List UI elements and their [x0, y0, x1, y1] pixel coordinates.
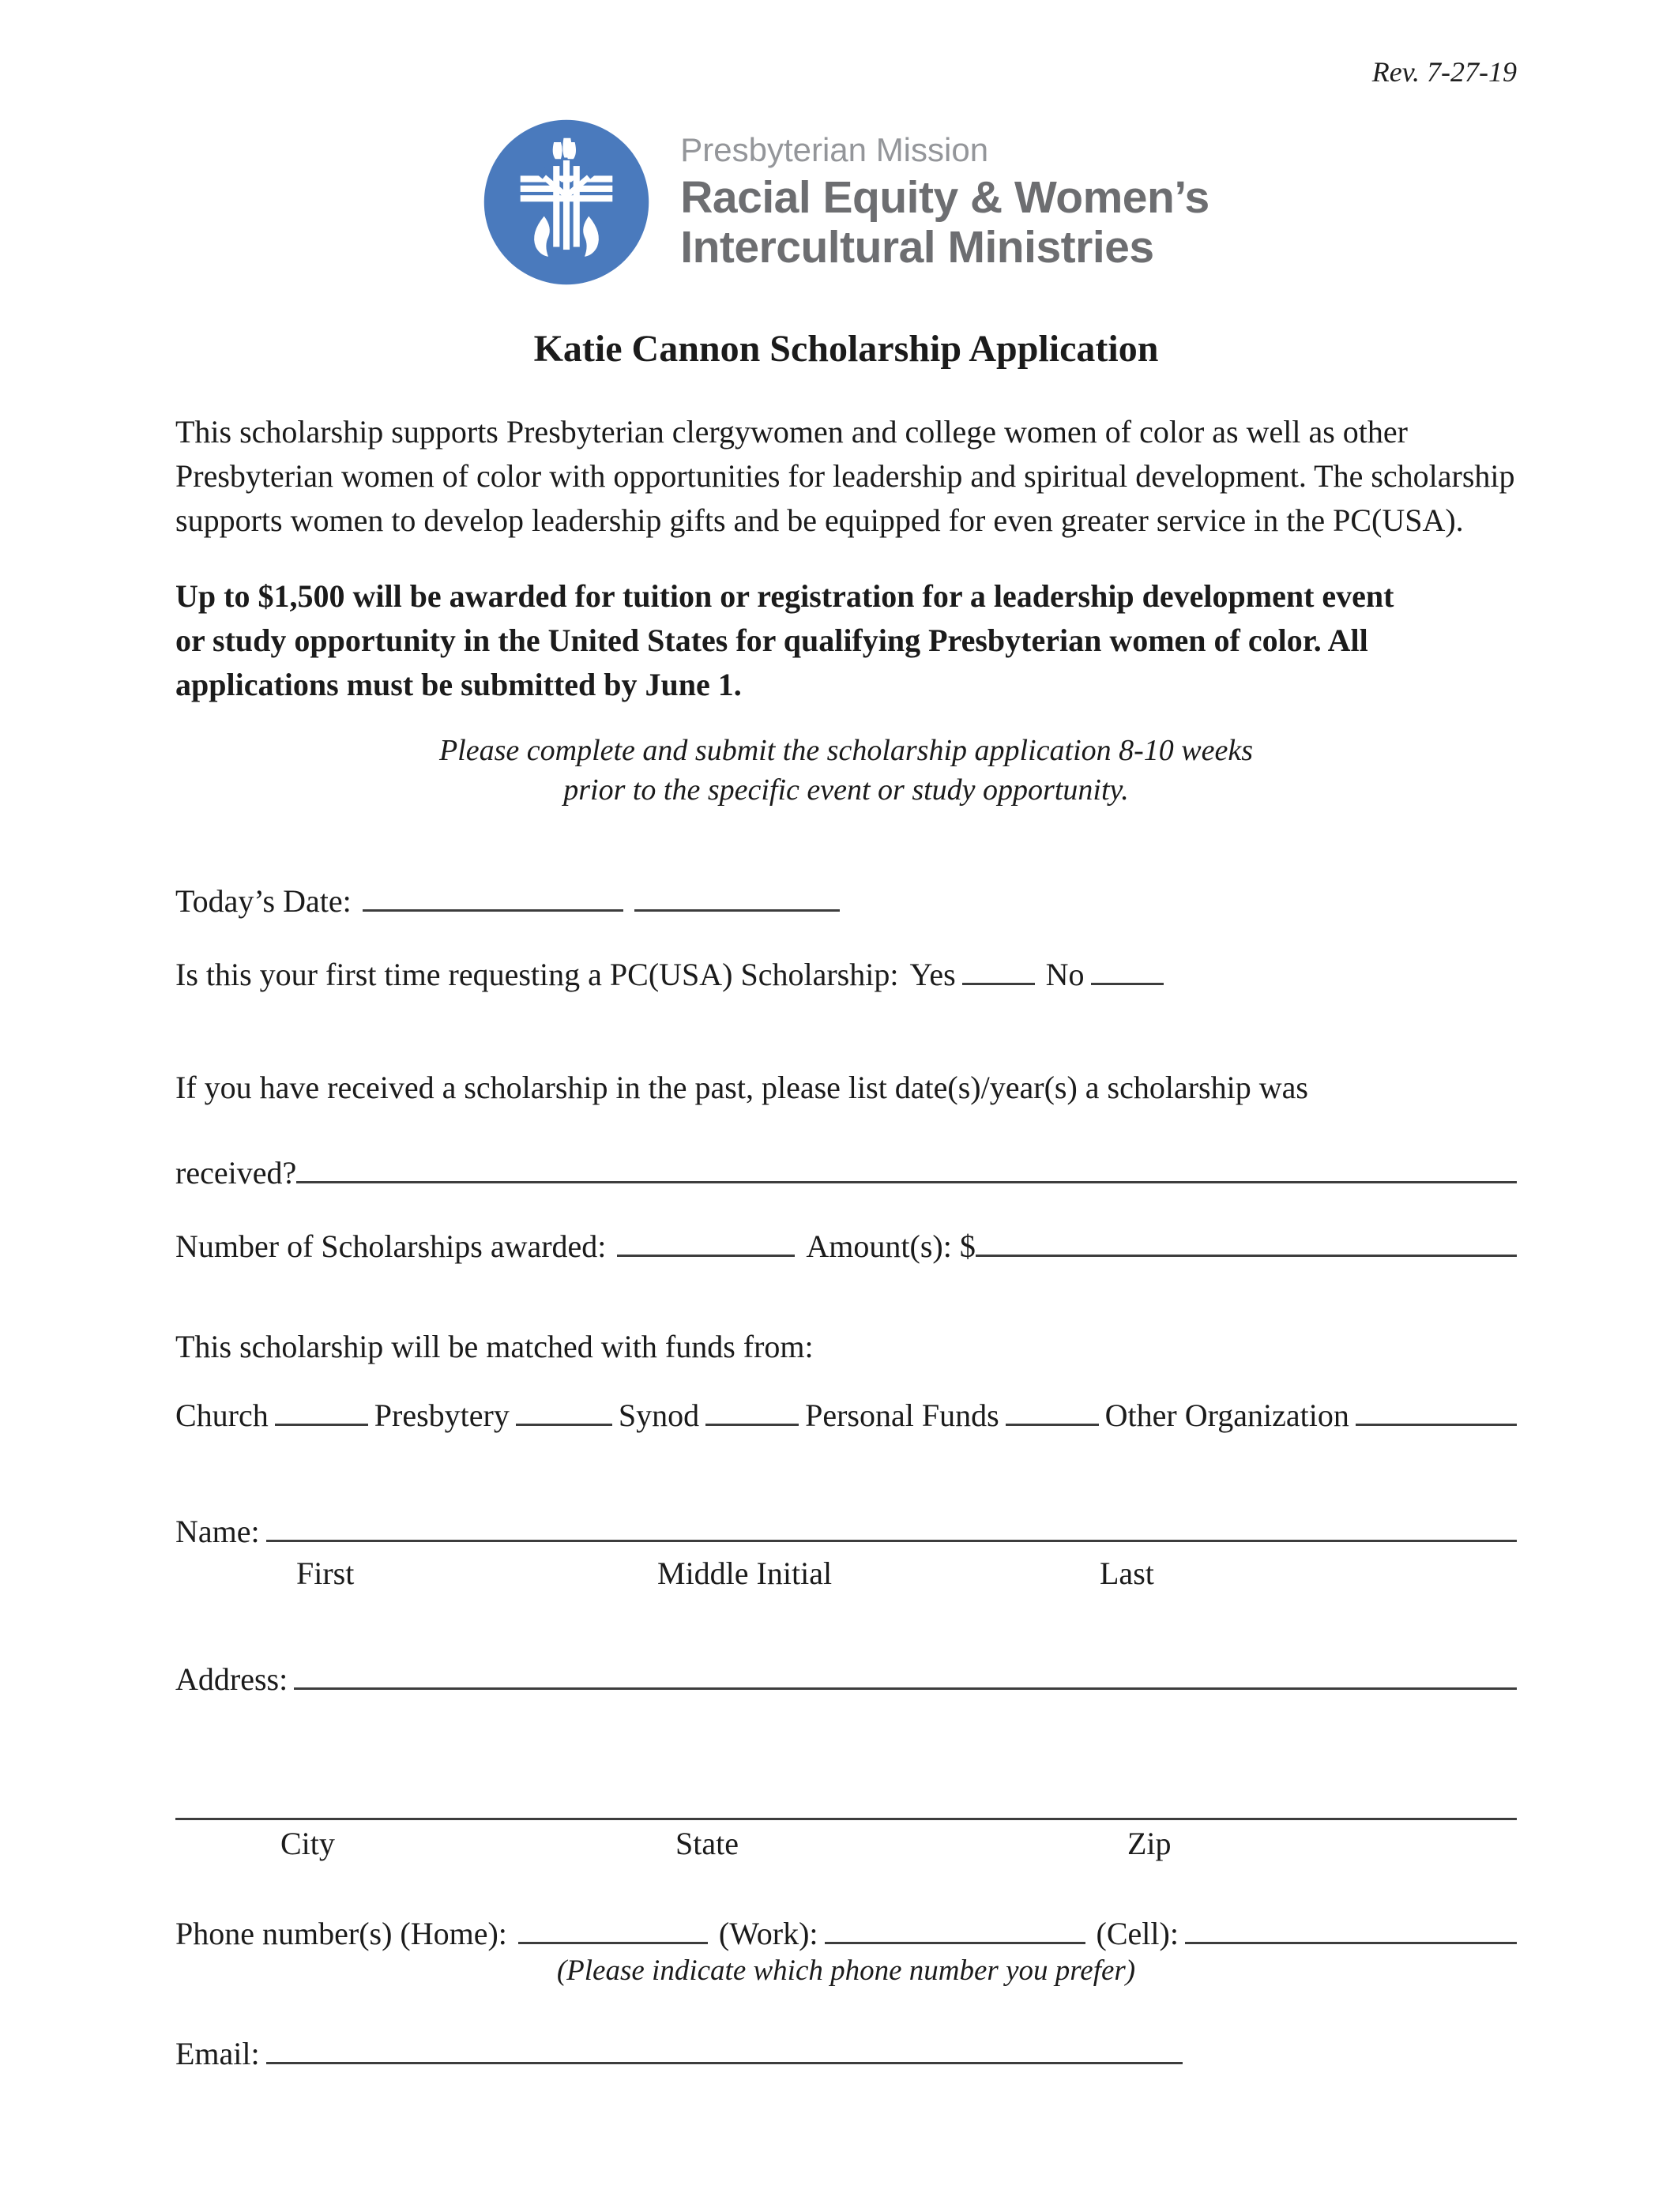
revision-date: Rev. 7-27-19: [1371, 56, 1517, 88]
email-row: [175, 2032, 1517, 2072]
todays-date-blank-2[interactable]: [634, 879, 840, 912]
no-label: No: [1045, 957, 1085, 993]
phone-home-label: Phone number(s) (Home):: [175, 1916, 507, 1952]
organization-wordmark: [680, 132, 1209, 273]
number-awarded-blank[interactable]: [617, 1224, 795, 1257]
number-awarded-row: [175, 1224, 1517, 1265]
first-time-row: [175, 953, 1517, 993]
cell-phone-blank[interactable]: [1185, 1912, 1517, 1944]
received-label: received?: [175, 1155, 297, 1191]
name-blank[interactable]: [266, 1510, 1517, 1542]
matched-funds-sources-row: [175, 1394, 1517, 1434]
todays-date-blank[interactable]: [363, 879, 623, 912]
submission-note: [175, 731, 1517, 810]
church-label: Church: [175, 1398, 269, 1434]
matched-funds-label: This scholarship will be matched with funds from:: [175, 1329, 814, 1365]
middle-initial-label: Middle Initial: [657, 1556, 833, 1592]
todays-date-label: Today’s Date:: [175, 883, 352, 920]
presbyterian-seal-icon: [483, 118, 650, 286]
church-blank[interactable]: [275, 1394, 368, 1426]
email-label: Email:: [175, 2036, 260, 2072]
cell-phone-label: (Cell):: [1096, 1916, 1179, 1952]
address-blank[interactable]: [294, 1657, 1517, 1690]
home-phone-blank[interactable]: [518, 1912, 708, 1944]
synod-label: Synod: [618, 1398, 700, 1434]
state-label: State: [675, 1826, 739, 1862]
award-paragraph: Up to $1,500 will be awarded for tuition or registration for a leadership development event or study opportunity in the United States for qualifying Presbyterian women of color. All applications must be submitted by June 1.: [175, 578, 1394, 702]
address-parts-labels: [175, 1825, 1517, 1866]
name-label: Name:: [175, 1514, 260, 1550]
logo-org-line2: Intercultural Ministries: [680, 222, 1154, 273]
phone-row: [175, 1912, 1517, 1952]
first-time-label: Is this your first time requesting a PC(USA) Scholarship:: [175, 957, 899, 993]
organization-logo: [175, 118, 1517, 286]
work-phone-blank[interactable]: [825, 1912, 1085, 1944]
city-label: City: [280, 1826, 335, 1862]
last-name-label: Last: [1100, 1556, 1154, 1592]
presbytery-blank[interactable]: [516, 1394, 612, 1426]
past-scholarship-question: If you have received a scholarship in the past, please list date(s)/year(s) a scholarship was: [175, 1070, 1308, 1106]
amounts-label: Amount(s): $: [806, 1228, 976, 1265]
other-org-label: Other Organization: [1104, 1398, 1349, 1434]
logo-org-line1: Racial Equity & Women’s: [680, 172, 1209, 224]
address-label: Address:: [175, 1661, 288, 1698]
presbytery-label: Presbytery: [374, 1398, 510, 1434]
synod-blank[interactable]: [705, 1394, 799, 1426]
phone-preference-note: (Please indicate which phone number you prefer): [556, 1954, 1136, 1988]
zip-label: Zip: [1127, 1826, 1172, 1862]
todays-date-row: [175, 879, 1517, 920]
amounts-blank[interactable]: [976, 1224, 1517, 1257]
no-blank[interactable]: [1091, 953, 1164, 985]
email-blank[interactable]: [266, 2032, 1183, 2064]
personal-funds-label: Personal Funds: [805, 1398, 999, 1434]
logo-mission-label: Presbyterian Mission: [680, 131, 989, 169]
name-parts-labels: [175, 1555, 1517, 1596]
yes-blank[interactable]: [962, 953, 1035, 985]
other-org-blank[interactable]: [1356, 1394, 1517, 1426]
intro-paragraph: This scholarship supports Presbyterian clergywomen and college women of color as well as other Presbyterian women of color with opportunities for leadership and spiritual development. The scholarship supports women to develop leadership gifts and be equipped for even greater service in the PC(USA).: [175, 414, 1515, 538]
yes-label: Yes: [909, 957, 956, 993]
submission-note-line1: Please complete and submit the scholarship application 8-10 weeks: [438, 734, 1254, 767]
document-title: Katie Cannon Scholarship Application: [533, 328, 1159, 370]
address-line2-blank[interactable]: [175, 1786, 1517, 1820]
first-name-label: First: [296, 1556, 355, 1592]
personal-funds-blank[interactable]: [1006, 1394, 1099, 1426]
number-awarded-label: Number of Scholarships awarded:: [175, 1228, 607, 1265]
received-blank[interactable]: [296, 1151, 1517, 1183]
submission-note-line2: prior to the specific event or study opportunity.: [563, 773, 1129, 807]
received-row: [175, 1151, 1517, 1191]
name-row: [175, 1510, 1517, 1550]
work-phone-label: (Work):: [718, 1916, 818, 1952]
address-row: [175, 1657, 1517, 1698]
